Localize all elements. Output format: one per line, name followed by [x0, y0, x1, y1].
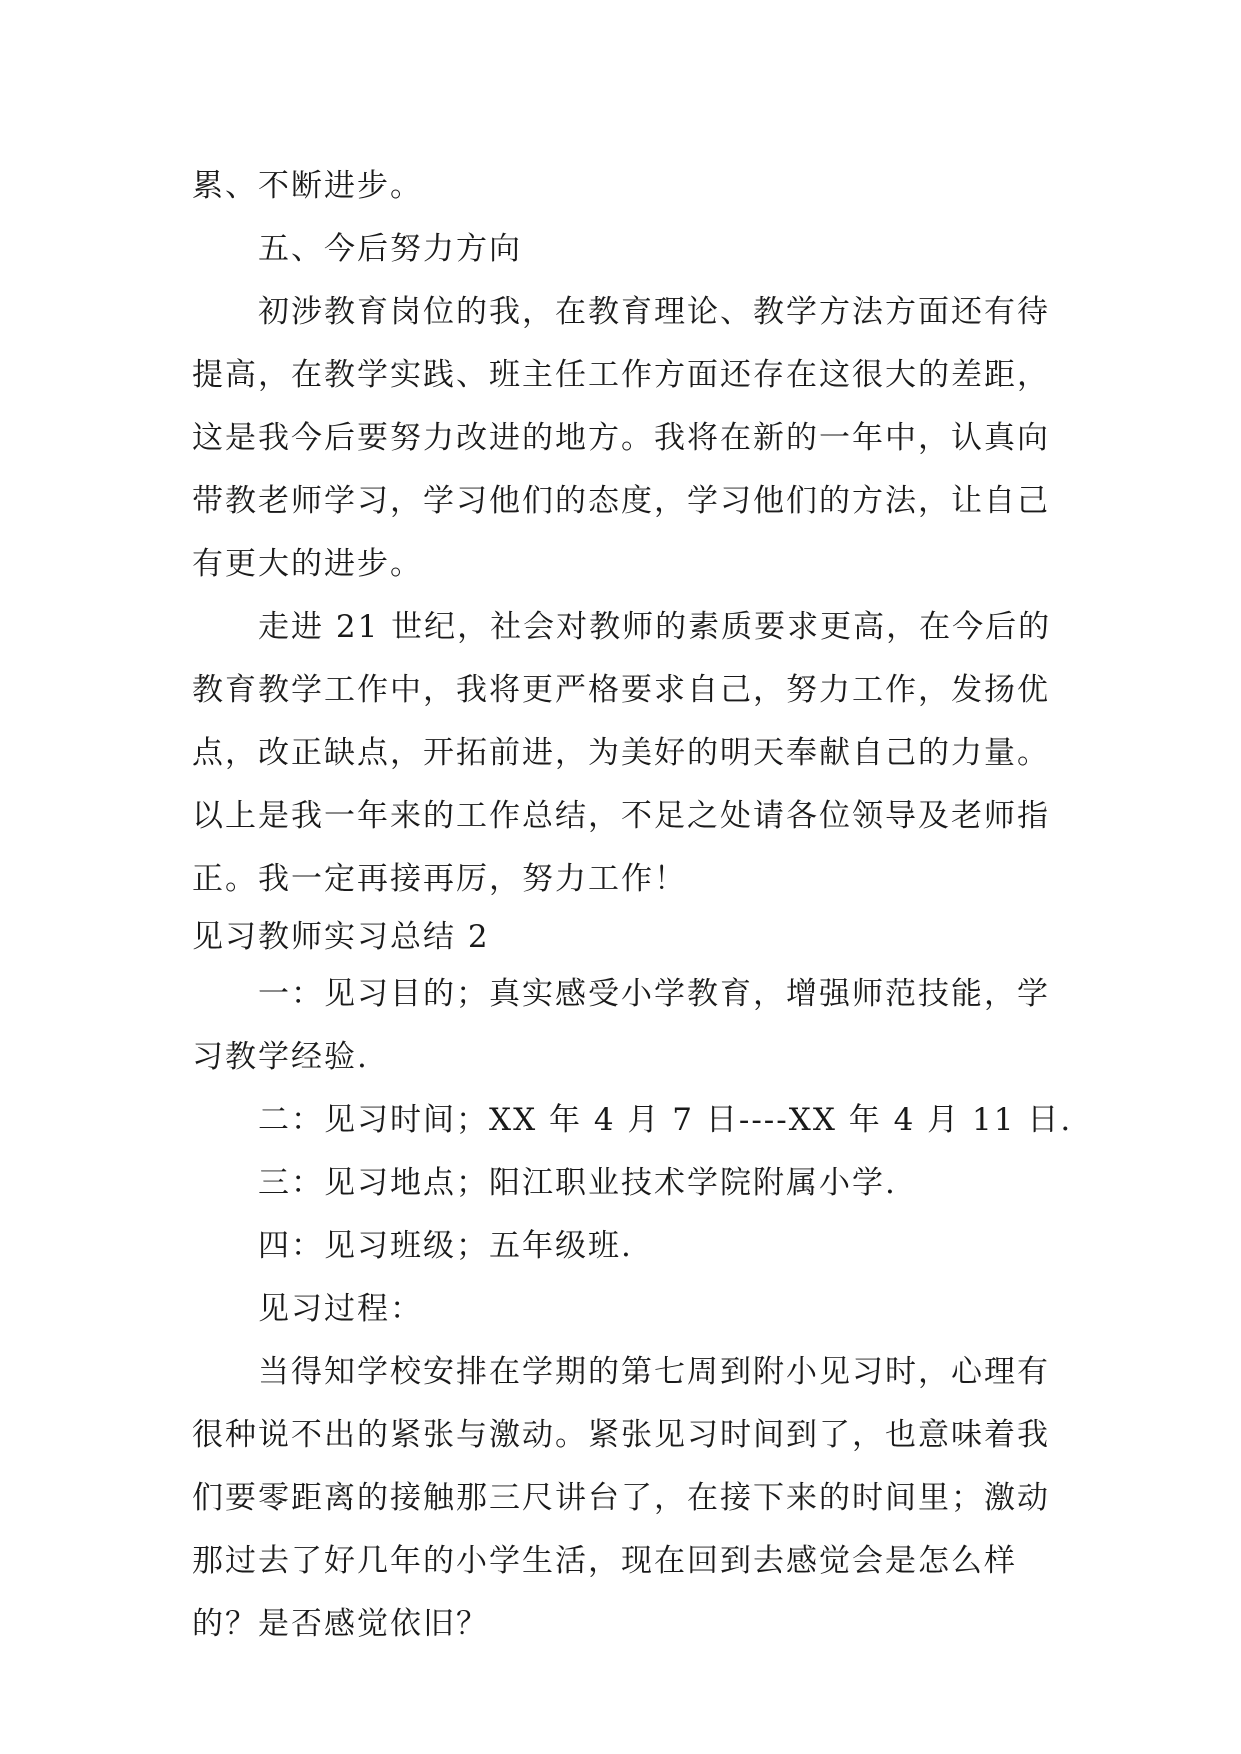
paragraph-line: 正。我一定再接再厉，努力工作！ [192, 861, 687, 897]
paragraph-line: 以上是我一年来的工作总结，不足之处请各位领导及老师指 [192, 798, 1050, 834]
paragraph-line: 习教学经验. [192, 1039, 369, 1075]
paragraph-line: 这是我今后要努力改进的地方。我将在新的一年中，认真向 [192, 420, 1050, 456]
paragraph-line: 点，改正缺点，开拓前进，为美好的明天奉献自己的力量。 [192, 735, 1050, 771]
paragraph-line: 累、不断进步。 [192, 168, 423, 204]
paragraph-line: 四：见习班级；五年级班. [258, 1228, 633, 1264]
paragraph-line: 们要零距离的接触那三尺讲台了，在接下来的时间里；激动 [192, 1480, 1050, 1516]
section-heading: 见习教师实习总结 2 [192, 919, 490, 955]
paragraph-line: 很种说不出的紧张与激动。紧张见习时间到了，也意味着我 [192, 1417, 1050, 1453]
paragraph-line: 二：见习时间；XX 年 4 月 7 日----XX 年 4 月 11 日. [258, 1102, 1073, 1138]
paragraph-line: 走进 21 世纪，社会对教师的素质要求更高，在今后的 [258, 609, 1052, 645]
paragraph-line: 那过去了好几年的小学生活，现在回到去感觉会是怎么样 [192, 1543, 1017, 1579]
paragraph-line: 五、今后努力方向 [258, 231, 522, 267]
paragraph-line: 带教老师学习，学习他们的态度，学习他们的方法，让自己 [192, 483, 1050, 519]
paragraph-line: 的？是否感觉依旧？ [192, 1606, 489, 1642]
paragraph-line: 当得知学校安排在学期的第七周到附小见习时，心理有 [258, 1354, 1050, 1390]
paragraph-line: 三：见习地点；阳江职业技术学院附属小学. [258, 1165, 897, 1201]
paragraph-line: 提高，在教学实践、班主任工作方面还存在这很大的差距， [192, 357, 1050, 393]
paragraph-line: 一：见习目的；真实感受小学教育，增强师范技能，学 [258, 976, 1050, 1012]
internship-summary-section [192, 963, 1072, 1656]
document-body [192, 155, 1072, 1656]
paragraph-line: 教育教学工作中，我将更严格要求自己，努力工作，发扬优 [192, 672, 1050, 708]
paragraph-line: 初涉教育岗位的我，在教育理论、教学方法方面还有待 [258, 294, 1050, 330]
paragraph-line: 见习过程： [258, 1291, 423, 1327]
paragraph-line: 有更大的进步。 [192, 546, 423, 582]
summary-section-end [192, 155, 1072, 911]
